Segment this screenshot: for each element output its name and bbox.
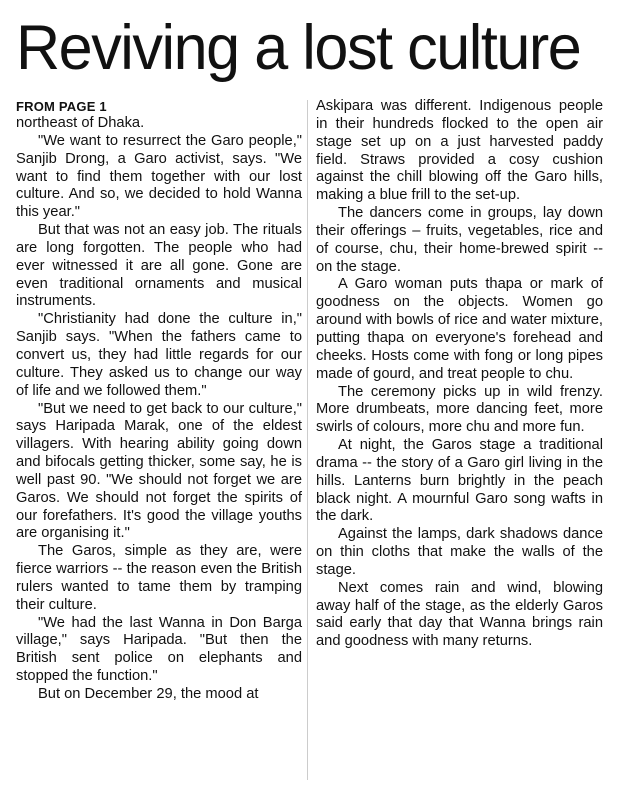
paragraph: "Christianity had done the culture in," Sanjib says. "When the fathers came to convert us, they had little regards for our culture. They asked us to change our way of life and we followed them." — [16, 311, 302, 399]
headline: Reviving a lost culture — [16, 13, 581, 83]
paragraph: The ceremony picks up in wild frenzy. More drumbeats, more dancing feet, more swirls of colours, more chu and more fun. — [316, 383, 603, 436]
paragraph: Against the lamps, dark shadows dance on thin cloths that make the walls of the stage. — [316, 526, 603, 578]
left-column — [16, 98, 302, 704]
paragraph: "We want to resurrect the Garo people," Sanjib Drong, a Garo activist, says. "We want to find them together with our lost culture. And so, we decided to hold Wanna this year." — [16, 132, 302, 221]
paragraph: A Garo woman puts thapa or mark of goodness on the objects. Women go around with bowls of rice and water mixture, putting thapa on everyone's forehead and cheeks. Hosts come with fong or long pipes made of gourd, and treat people to chu. — [316, 276, 603, 382]
paragraph: Askipara was different. Indigenous people in their hundreds flocked to the open air stage set up on a just harvested paddy field. Straws provided a cosy cushion against the chill blowing off the Garo hills, making a blue frill to the set-up. — [316, 98, 603, 204]
paragraph: "But we need to get back to our culture," says Haripada Marak, one of the eldest villagers. With hearing ability going down and bifocals getting thicker, some say, he is well past 90. "We should not forget we are Garos. We should not forget the spirits of our forefathers. It's good the village youths are organising it." — [16, 400, 302, 542]
paragraph: "We had the last Wanna in Don Barga village," says Haripada. "But then the British sent police on elephants and stopped the function." — [16, 614, 302, 685]
paragraph: northeast of Dhaka. — [16, 115, 145, 131]
paragraph: At night, the Garos stage a traditional drama -- the story of a Garo girl living in the hills. Lanterns burn brightly in the peach black night. A mournful Garo song wafts in the dark. — [316, 437, 603, 525]
continued-from-label: FROM PAGE 1 — [16, 99, 107, 114]
paragraph: Next comes rain and wind, blowing away half of the stage, as the elderly Garos said early that day that Wanna brings rain and goodness with many returns. — [316, 579, 603, 650]
paragraph: But on December 29, the mood at — [38, 686, 259, 702]
paragraph: The dancers come in groups, lay down their offerings – fruits, vegetables, rice and of course, chu, their home-brewed spirit -- on the stage. — [316, 205, 603, 275]
paragraph: The Garos, simple as they are, were fierce warriors -- the reason even the British rulers wanted to tame them by tramping their culture. — [16, 543, 302, 613]
column-divider — [307, 100, 308, 780]
right-column — [316, 98, 603, 651]
paragraph: But that was not an easy job. The rituals are long forgotten. The people who had ever witnessed it are all gone. Gone are even traditional ornaments and musical instruments. — [16, 222, 302, 310]
